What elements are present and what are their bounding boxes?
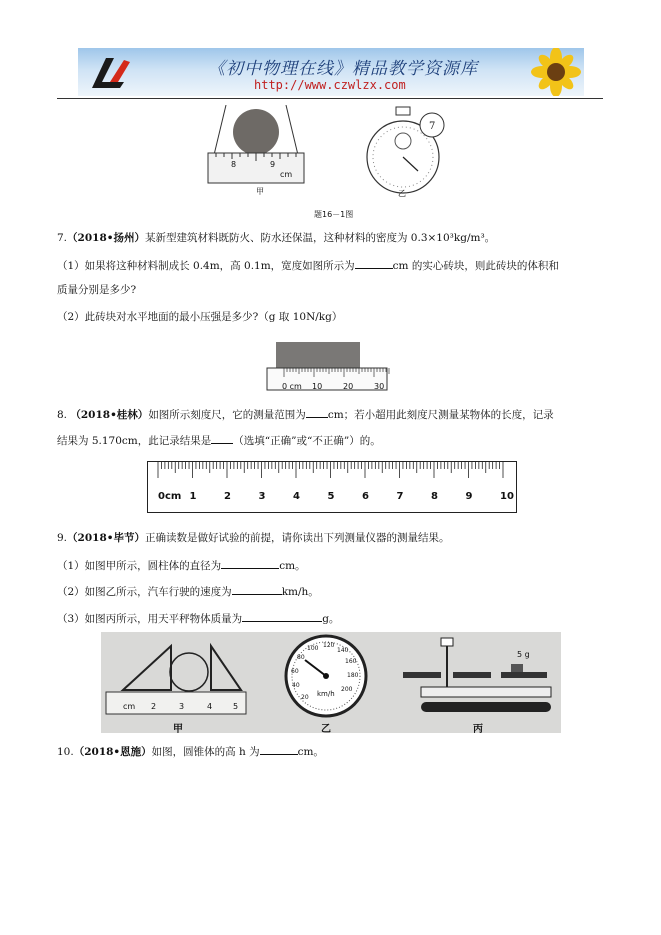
q8-line1	[57, 407, 554, 422]
ruler-num-8: 8	[231, 160, 237, 169]
figure-q9-jia	[101, 632, 251, 733]
q9-mass-blank[interactable]	[242, 611, 322, 622]
q8-text-a: 如图所示刻度尺，它的测量范围为	[148, 409, 306, 421]
figure-q9-instruments	[101, 632, 561, 733]
q9-diameter-blank[interactable]	[221, 558, 279, 569]
brick-ruler-10: 10	[312, 382, 323, 391]
speedo-num-100: 100	[307, 645, 319, 652]
q7-line1	[57, 231, 495, 245]
q9-ruler-2: 2	[151, 702, 157, 711]
q9-ruler-3: 3	[179, 702, 185, 711]
q9-text: 正确读数是做好试验的前提，请你读出下列测量仪器的测量结果。	[144, 532, 450, 544]
q9-part3	[57, 611, 339, 626]
q9-speed-blank[interactable]	[232, 584, 282, 595]
brick-ruler-20: 20	[343, 382, 354, 391]
ruler-label: 8	[431, 491, 438, 502]
q9-part2-text-a: （2）如图乙所示，汽车行驶的速度为	[57, 586, 232, 598]
ruler-num-9: 9	[270, 160, 276, 169]
ruler-label: 10	[500, 491, 514, 502]
figure-yi-stopwatch	[360, 105, 450, 200]
speedo-num-60: 60	[291, 668, 299, 675]
q9-ruler-4: 4	[207, 702, 213, 711]
q9-part1-text-b: cm。	[279, 560, 306, 572]
q8-range-blank[interactable]	[306, 407, 328, 418]
sunflower-icon	[528, 48, 584, 96]
brick-ruler-30: 30	[374, 382, 385, 391]
speedo-num-180: 180	[347, 672, 359, 679]
q9-part1	[57, 558, 306, 573]
q8-line2	[57, 433, 381, 448]
header-banner	[78, 48, 584, 96]
ruler-unit: cm	[280, 170, 293, 179]
q9-part2	[57, 584, 319, 599]
q7-part1-text-a: （1）如果将这种材料制成长 0.4m，高 0.1m，宽度如图所示为	[57, 260, 355, 272]
q7-part2: （2）此砖块对水平地面的最小压强是多少?（g 取 10N/kg）	[57, 311, 343, 323]
speedo-num-80: 80	[297, 654, 305, 661]
weight-label: 5 g	[517, 650, 530, 659]
q8-text-c: 结果为 5.170cm，此记录结果是	[57, 435, 212, 447]
speedo-num-200: 200	[341, 686, 353, 693]
q9-part3-text-b: g。	[322, 613, 340, 625]
q9-ruler-5: 5	[233, 702, 239, 711]
ruler-label: 0cm	[158, 491, 182, 502]
q10-height-blank[interactable]	[260, 744, 298, 755]
q10-text-b: cm。	[297, 746, 324, 758]
fig-label-yi: 乙	[398, 189, 406, 198]
speedo-num-140: 140	[337, 647, 349, 654]
q7-width-blank[interactable]	[355, 258, 393, 269]
ruler-label: 3	[258, 491, 266, 502]
q8-text-b: cm；若小超用此刻度尺测量某物体的长度，记录	[327, 409, 554, 421]
q9-part2-text-b: km/h。	[281, 586, 319, 598]
speedo-num-40: 40	[292, 682, 300, 689]
ruler-label: 7	[396, 491, 404, 502]
figure-q9-balance	[401, 632, 561, 733]
q10-text-a: 如图，圆锥体的高 h 为	[151, 746, 260, 758]
ruler-label: 2	[224, 491, 231, 502]
banner-url: http://www.czwlzx.com	[254, 78, 406, 92]
header-rule	[57, 98, 603, 99]
q9-part3-text-a: （3）如图丙所示，用天平秤物体质量为	[57, 613, 243, 625]
q9-line1	[57, 531, 449, 545]
banner-title: 《初中物理在线》精品教学资源库	[208, 59, 478, 79]
q10-source: （2018•恩施）	[73, 746, 152, 758]
site-logo-icon	[84, 52, 144, 92]
q8-number: 8.	[57, 409, 68, 421]
speedo-num-120: 120	[323, 642, 335, 649]
q8-correct-blank[interactable]	[211, 433, 233, 444]
ruler-label: 9	[465, 491, 473, 502]
q9-ruler-cm: cm	[123, 702, 136, 711]
q7-part1-cont: 质量分别是多少?	[57, 284, 137, 296]
q7-text: 某新型建筑材料既防火、防水还保温，这种材料的密度为 0.3×10³kg/m³。	[144, 232, 496, 244]
brick-ruler-0cm: 0 cm	[282, 382, 302, 391]
ruler-label: 5	[327, 491, 335, 502]
q9-number: 9.	[57, 532, 68, 544]
q7-source: （2018•扬州）	[67, 232, 145, 244]
ruler-label: 6	[362, 491, 369, 502]
svg-text:7: 7	[429, 121, 436, 132]
q7-part1	[57, 258, 559, 273]
speedo-unit: km/h	[317, 690, 335, 698]
q9-source: （2018•毕节）	[67, 532, 145, 544]
q7-number: 7.	[57, 232, 68, 244]
q8-source: （2018•桂林）	[70, 409, 149, 421]
figure-caption: 题16－1图	[314, 210, 354, 219]
q8-text-d: （选填“正确”或“不正确”）的。	[233, 435, 381, 447]
q9-part1-text-a: （1）如图甲所示，圆柱体的直径为	[57, 560, 222, 572]
figure-ruler-10cm	[147, 461, 517, 513]
q9-label-jia: 甲	[173, 724, 183, 733]
ruler-ticks	[148, 462, 516, 492]
q9-label-bing: 丙	[473, 724, 483, 733]
fig-label-jia: 甲	[256, 187, 264, 196]
ruler-label: 1	[189, 491, 197, 502]
ruler-label: 4	[293, 491, 300, 502]
speedo-num-160: 160	[345, 658, 357, 665]
q9-label-yi: 乙	[321, 724, 331, 733]
speedo-num-20: 20	[301, 694, 309, 701]
q10-line1	[57, 744, 324, 759]
q10-number: 10.	[57, 746, 74, 758]
q7-part1-text-b: cm 的实心砖块，则此砖块的体积和	[392, 260, 559, 272]
